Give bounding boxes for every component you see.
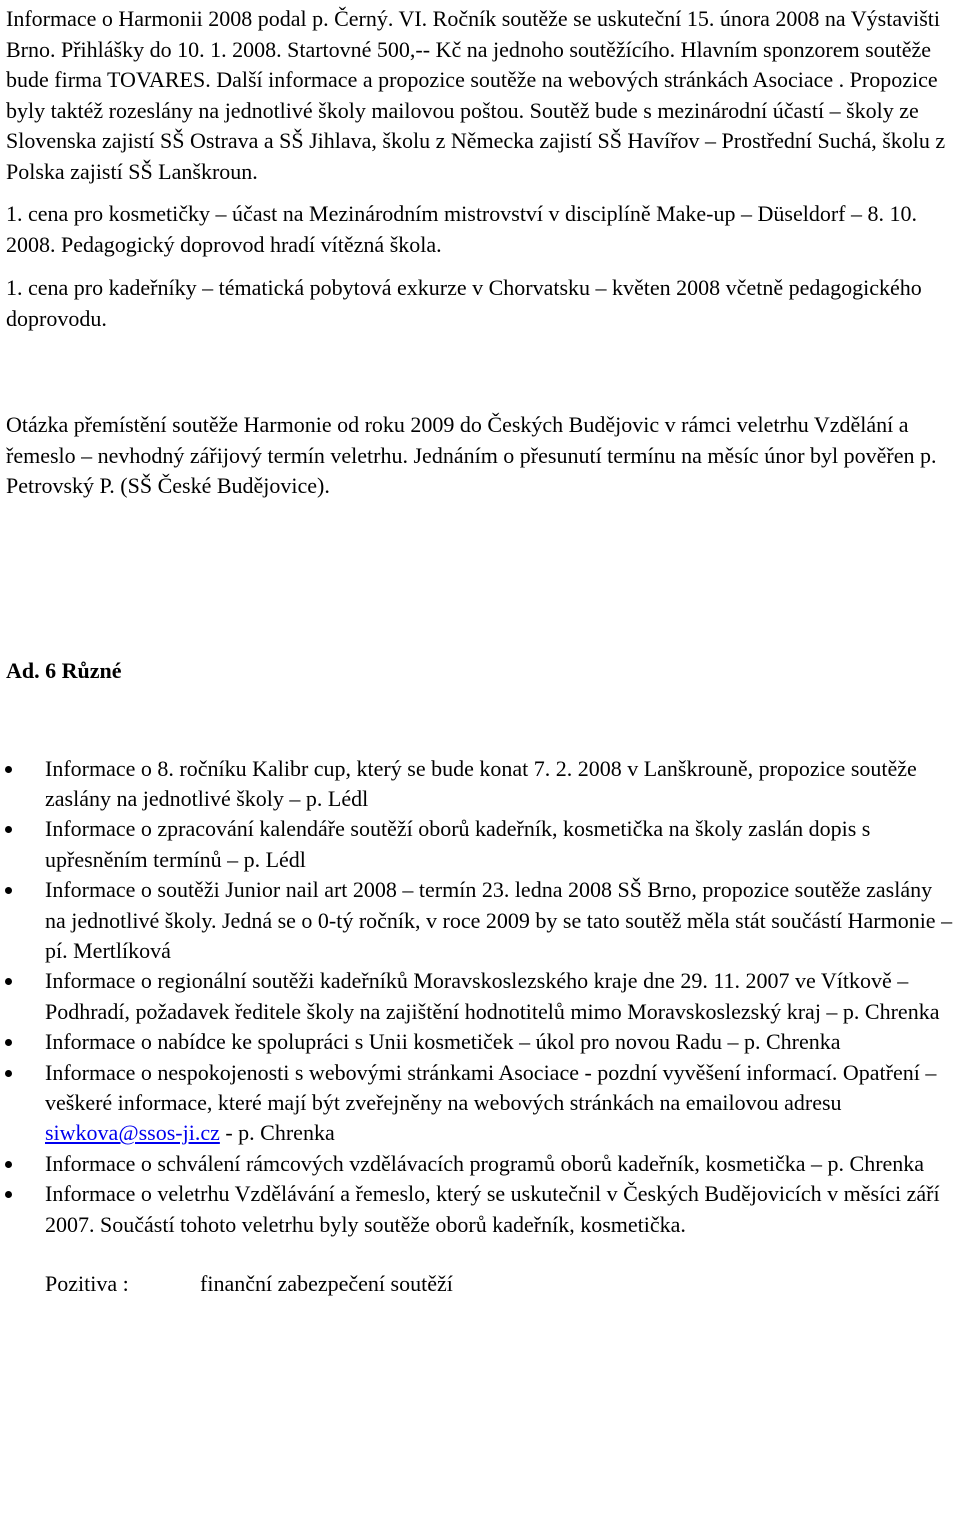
bullet-icon [5,978,12,985]
footer-label: Pozitiva : [45,1271,129,1296]
list-item [6,1179,956,1240]
bullet-icon [5,1161,12,1168]
bullet-icon [5,1191,12,1198]
list-item-text: Informace o zpracování kalendáře soutěží oborů kadeřník, kosmetička na školy zaslán dopis s upřesněním termínů – p. Lédl [45,816,871,872]
paragraph-cosmetics-prize: 1. cena pro kosmetičky – účast na Mezinárodním mistrovství v disciplíně Make-up – Düseldorf – 8. 10. 2008. Pedagogický doprovod hradí vítězná škola. [6,201,917,257]
email-link[interactable]: siwkova@ssos-ji.cz [45,1120,220,1146]
footer-line [6,1269,956,1299]
bullet-icon [5,766,12,773]
paragraph-harmonie-info: Informace o Harmonii 2008 podal p. Černý. VI. Ročník soutěže se uskuteční 15. února 2008 na Výstavišti Brno. Přihlášky do 10. 1. 2008. Startovné 500,-- Kč na jednoho soutěžícího. Hlavním sponzorem soutěže bude firma TOVARES. Další informace a propozice soutěže na webových stránkách Asociace . Propozice byly taktéž rozeslány na jednotlivé školy mailovou poštou. Soutěž bude s mezinárodní účastí – školy ze Slovenska zajistí SŠ Ostrava a SŠ Jihlava, školu z Německa zajistí SŠ Havířov – Prostřední Suchá, školu z Polska zajistí SŠ Lanškroun. [6,6,946,184]
list-item-text: Informace o schválení rámcových vzdělávacích programů oborů kadeřník, kosmetička – p. Chrenka [45,1150,925,1176]
list-item-text: - p. Chrenka [219,1120,335,1146]
list-item [6,1149,956,1179]
bullet-icon [5,1039,12,1046]
document-page [6,4,956,1299]
list-item [6,1058,956,1149]
list-item-text: Informace o regionální soutěži kadeřníků Moravskoslezského kraje dne 29. 11. 2007 ve Vítkově – Podhradí, požadavek ředitele školy na zajištění hodnotitelů mimo Moravskoslezský kraj – p. Chrenka [45,968,940,1024]
list-item-text: Informace o nabídce ke spolupráci s Unii kosmetiček – úkol pro novou Radu – p. Chrenka [45,1029,841,1055]
list-item [6,966,956,1027]
footer-value: finanční zabezpečení soutěží [200,1271,453,1296]
bullet-list [6,754,956,1241]
bullet-icon [5,887,12,894]
paragraph-hairdresser-prize: 1. cena pro kadeřníky – tématická pobytová exkurze v Chorvatsku – květen 2008 včetně pedagogického doprovodu. [6,275,922,331]
list-item [6,1027,956,1057]
list-item-text: Informace o nespokojenosti s webovými stránkami Asociace - pozdní vyvěšení informací. Opatření – veškeré informace, které mají být zveřejněny na webových stránkách na emailovou adresu [45,1059,937,1115]
bullet-icon [5,826,12,833]
list-item [6,814,956,875]
bullet-icon [5,1070,12,1077]
section-heading: Ad. 6 Různé [6,657,122,683]
paragraph-relocation: Otázka přemístění soutěže Harmonie od roku 2009 do Českých Budějovic v rámci veletrhu Vzdělání a řemeslo – nevhodný zářijový termín veletrhu. Jednáním o přesunutí termínu na měsíc únor byl pověřen p. Petrovský P. (SŠ České Budějovice). [6,412,937,498]
list-item-text: Informace o 8. ročníku Kalibr cup, který se bude konat 7. 2. 2008 v Lanškrouně, propozice soutěže zaslány na jednotlivé školy – p. Lédl [45,755,917,811]
list-item [6,875,956,966]
list-item-text: Informace o veletrhu Vzdělávání a řemeslo, který se uskutečnil v Českých Budějovicích v měsíci září 2007. Součástí tohoto veletrhu byly soutěže oborů kadeřník, kosmetička. [45,1181,940,1237]
list-item [6,754,956,815]
list-item-text: Informace o soutěži Junior nail art 2008 – termín 23. ledna 2008 SŠ Brno, propozice soutěže zaslány na jednotlivé školy. Jedná se o 0-tý ročník, v roce 2009 by se tato soutěž měla stát součástí Harmonie – pí. Mertlíková [45,877,953,963]
